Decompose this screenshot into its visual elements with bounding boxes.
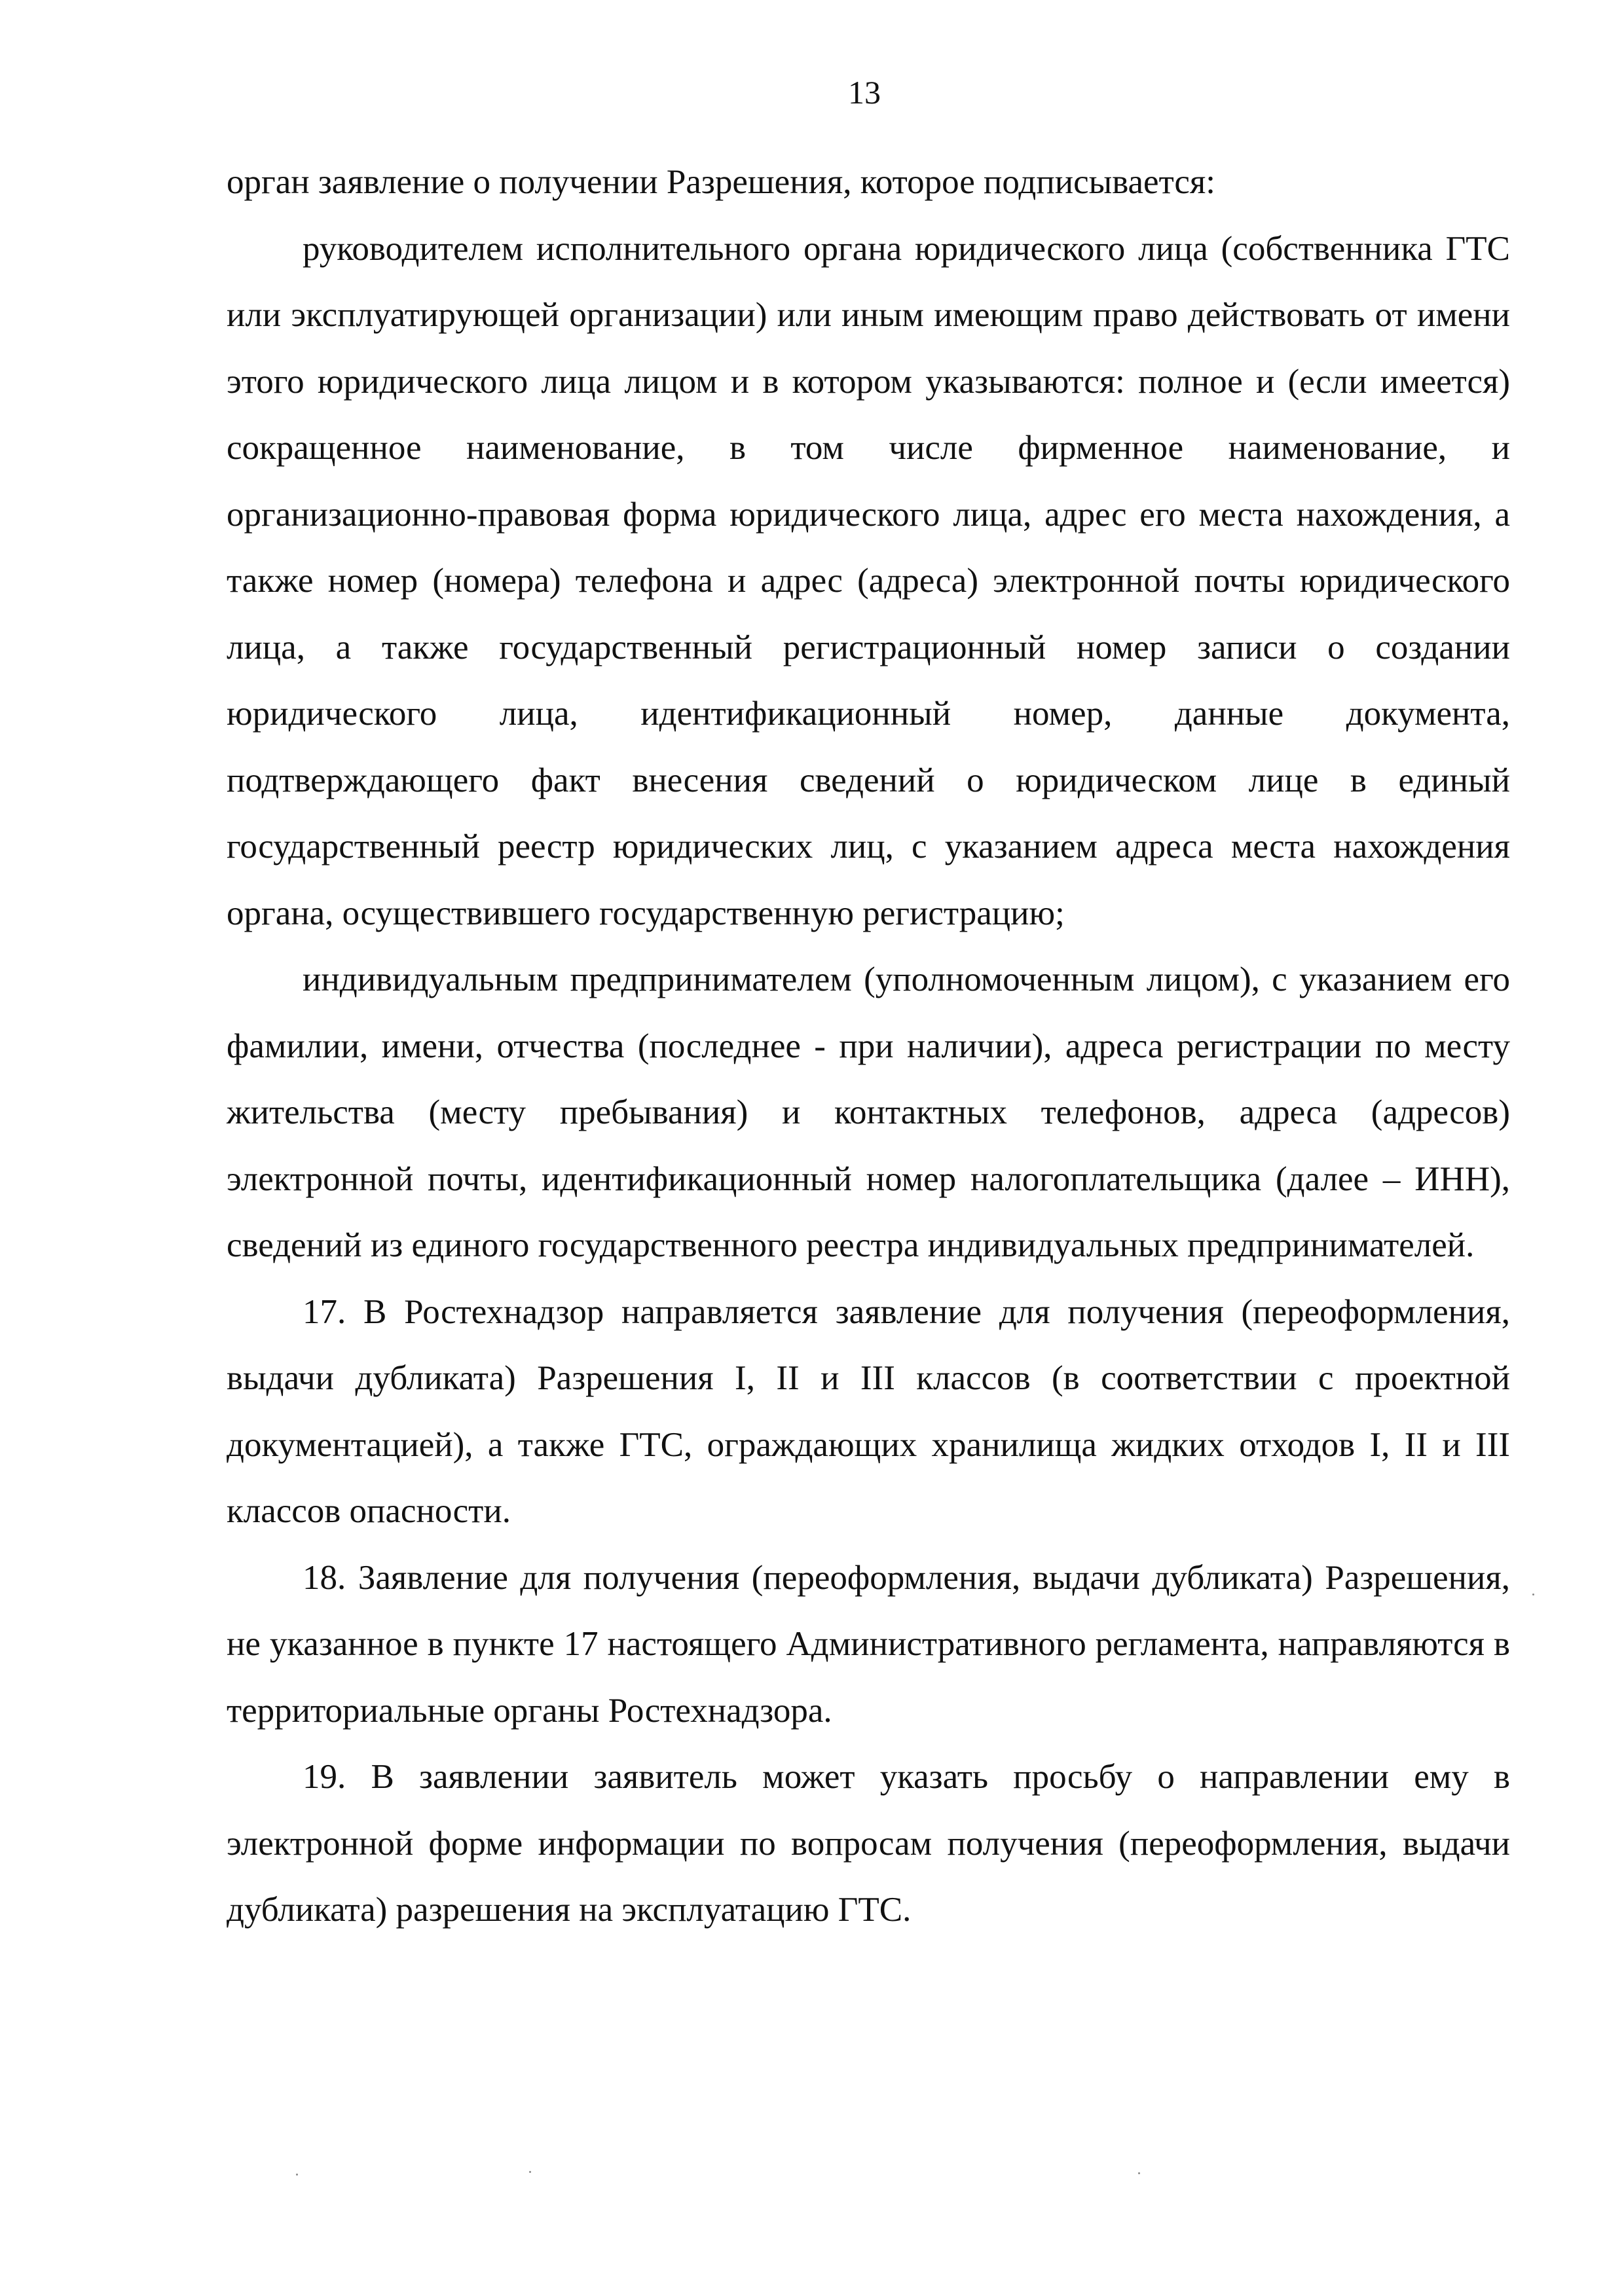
scan-speck <box>1138 2172 1140 2174</box>
paragraph-individual-entrepreneur: индивидуальным предпринимателем (уполномоченным лицом), с указанием его фамилии, имени, отчества (последнее - при наличии), адреса регистрации по месту жительства (месту пребывания) и контактных телефонов, адреса (адресов) электронной почты, идентификационный номер налогоплательщика (далее – ИНН), сведений из единого государственного реестра индивидуальных предпринимателей. <box>227 960 1510 1264</box>
scan-speck <box>529 2171 531 2173</box>
scan-speck <box>296 2174 298 2176</box>
paragraph-continuation: орган заявление о получении Разрешения, которое подписывается: <box>227 163 1216 201</box>
clause-18: 18. Заявление для получения (переоформления, выдачи дубликата) Разрешения, не указанное в пункте 17 настоящего Административного регламента, направляются в территориальные органы Ростехнадзора. <box>227 1558 1510 1730</box>
document-body <box>227 149 1510 1944</box>
paragraph-legal-entity-signatory: руководителем исполнительного органа юридического лица (собственника ГТС или эксплуатирующей организации) или иным имеющим право действовать от имени этого юридического лица лицом и в котором указываются: полное и (если имеется) сокращенное наименование, в том числе фирменное наименование, и организационно-правовая форма юридического лица, адрес его места нахождения, а также номер (номера) телефона и адрес (адреса) электронной почты юридического лица, а также государственный регистрационный номер записи о создании юридического лица, идентификационный номер, данные документа, подтверждающего факт внесения сведений о юридическом лице в единый государственный реестр юридических лиц, с указанием адреса места нахождения органа, осуществившего государственную регистрацию; <box>227 229 1510 932</box>
page-number: 13 <box>848 74 881 111</box>
clause-17: 17. В Ростехнадзор направляется заявление для получения (переоформления, выдачи дубликата) Разрешения I, II и III классов (в соответствии с проектной документацией), а также ГТС, ограждающих хранилища жидких отходов I, II и III классов опасности. <box>227 1292 1510 1530</box>
clause-19: 19. В заявлении заявитель может указать просьбу о направлении ему в электронной форме информации по вопросам получения (переоформления, выдачи дубликата) разрешения на эксплуатацию ГТС. <box>227 1758 1510 1929</box>
scan-speck <box>1532 1594 1534 1595</box>
